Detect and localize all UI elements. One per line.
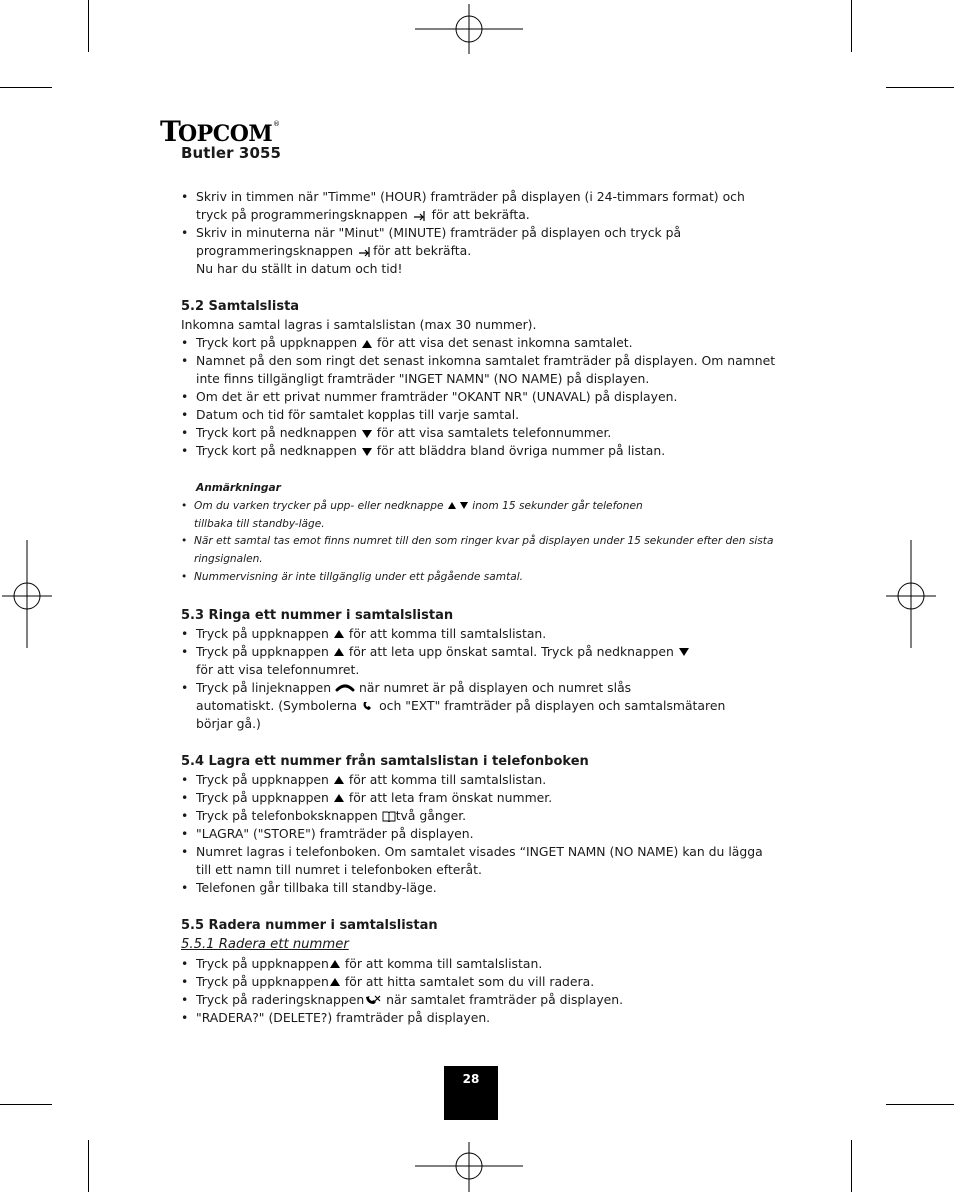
section-title: 5.4 Lagra ett nummer från samtalslistan i telefonboken: [181, 753, 589, 769]
list-item: • Telefonen går tillbaka till standby-läge.: [181, 879, 781, 897]
list-item: • Namnet på den som ringt det senast inkomna samtalet framträder på displayen. Om namnet inte finns tillgängligt framträder "INGET NAMN" (NO NAME) på displayen.: [181, 352, 781, 388]
list-item: • Tryck kort på uppknappen för att visa det senast inkomna samtalet.: [181, 334, 781, 352]
program-key-icon: [412, 209, 428, 223]
list-item: • Tryck på uppknappen för att leta upp önskat samtal. Tryck på nedknappen för att visa telefonnumret.: [181, 643, 781, 679]
list-item: • "RADERA?" (DELETE?) framträder på displayen.: [181, 1009, 781, 1027]
crop-mark: [88, 0, 89, 52]
list-item: • Skriv in minuterna när "Minut" (MINUTE) framträder på displayen och tryck på programmeringsknappen för att bekräfta. Nu har du ställt in datum och tid!: [181, 224, 781, 278]
up-arrow-icon: [333, 775, 345, 785]
list-item: • Numret lagras i telefonboken. Om samtalet visades “INGET NAMN (NO NAME) kan du lägga till ett namn till numret i telefonboken efteråt.: [181, 843, 781, 879]
crop-mark: [886, 1104, 954, 1105]
line-key-icon: [335, 683, 355, 693]
registration-mark-bottom: [415, 1142, 525, 1192]
section-title: 5.2 Samtalslista: [181, 299, 300, 314]
list-item: • Tryck på telefonboksknappen två gånger.: [181, 807, 781, 825]
list-item: • "LAGRA" ("STORE") framträder på displayen.: [181, 825, 781, 843]
svg-text:OPCOM: OPCOM: [178, 121, 273, 147]
down-arrow-icon: [361, 429, 373, 439]
crop-mark: [88, 1140, 89, 1192]
list-item: • Tryck på uppknappen för att komma till samtalslistan.: [181, 955, 781, 973]
subsection-title: 5.5.1 Radera ett nummer: [181, 936, 349, 952]
phonebook-icon: [382, 810, 396, 822]
list-item: • Tryck på linjeknappen när numret är på displayen och numret slås automatiskt. (Symbolerna och "EXT" framträder på displayen och samtalsmätaren börjar gå.): [181, 679, 781, 733]
topcom-logo: [160, 114, 300, 148]
svg-text:®: ®: [273, 120, 280, 128]
list-item: • Tryck på uppknappen för att hitta samtalet som du vill radera.: [181, 973, 781, 991]
svg-text:T: T: [160, 115, 181, 148]
notes-list: [196, 498, 781, 587]
section-title: 5.5 Radera nummer i samtalslistan: [181, 917, 438, 933]
crop-mark: [0, 1104, 52, 1105]
up-arrow-icon: [361, 339, 373, 349]
handset-icon: [361, 700, 375, 712]
crop-mark: [851, 1140, 852, 1192]
list-item: • Tryck kort på nedknappen för att visa samtalets telefonnummer.: [181, 424, 781, 442]
up-down-arrows-icon: [447, 501, 469, 510]
up-arrow-icon: [333, 629, 345, 639]
list-item: • Tryck på uppknappen för att leta fram önskat nummer.: [181, 789, 781, 807]
list-item: • Tryck på raderingsknappen när samtalet framträder på displayen.: [181, 991, 781, 1009]
list-item: • Datum och tid för samtalet kopplas till varje samtal.: [181, 406, 781, 424]
up-arrow-icon: [329, 959, 341, 969]
note-item: • Om du varken trycker på upp- eller nedknappe inom 15 sekunder går telefonen tillbaka till standby-läge.: [181, 498, 781, 534]
section-intro: Inkomna samtal lagras i samtalslistan (max 30 nummer).: [181, 317, 537, 332]
registration-mark-top: [415, 4, 525, 54]
list-item: • Skriv in timmen när "Timme" (HOUR) framträder på displayen (i 24-timmars format) och tryck på programmeringsknappen för att bekräfta.: [181, 188, 781, 224]
up-arrow-icon: [329, 977, 341, 987]
down-arrow-icon: [678, 647, 690, 657]
crop-mark: [851, 0, 852, 52]
note-item: • När ett samtal tas emot finns numret till den som ringer kvar på displayen under 15 sekunder efter den sista ringsignalen.: [181, 533, 781, 569]
notes-title: Anmärkningar: [196, 482, 281, 494]
section-list: [181, 771, 781, 897]
list-item: • Om det är ett privat nummer framträder "OKANT NR" (UNAVAL) på displayen.: [181, 388, 781, 406]
section-title: 5.3 Ringa ett nummer i samtalslistan: [181, 607, 454, 623]
program-key-icon: [357, 245, 373, 259]
registration-mark-left: [2, 540, 52, 650]
crop-mark: [886, 87, 954, 88]
page-number: 28: [444, 1066, 498, 1120]
up-arrow-icon: [333, 647, 345, 657]
section-list: [181, 955, 781, 1027]
model-name: Butler 3055: [181, 144, 282, 162]
list-item: • Tryck på uppknappen för att komma till samtalslistan.: [181, 625, 781, 643]
section-list: [181, 625, 781, 733]
manual-content: [181, 188, 781, 1027]
list-item: • Tryck på uppknappen för att komma till samtalslistan.: [181, 771, 781, 789]
registration-mark-right: [886, 540, 936, 650]
section-list: [181, 334, 781, 460]
notes: [196, 480, 781, 587]
down-arrow-icon: [361, 447, 373, 457]
list-item: • Tryck kort på nedknappen för att bläddra bland övriga nummer på listan.: [181, 442, 781, 460]
delete-key-icon: [364, 993, 382, 1007]
intro-list: [181, 188, 781, 278]
crop-mark: [0, 87, 52, 88]
note-item: • Nummervisning är inte tillgänglig under ett pågående samtal.: [181, 569, 781, 587]
up-arrow-icon: [333, 793, 345, 803]
